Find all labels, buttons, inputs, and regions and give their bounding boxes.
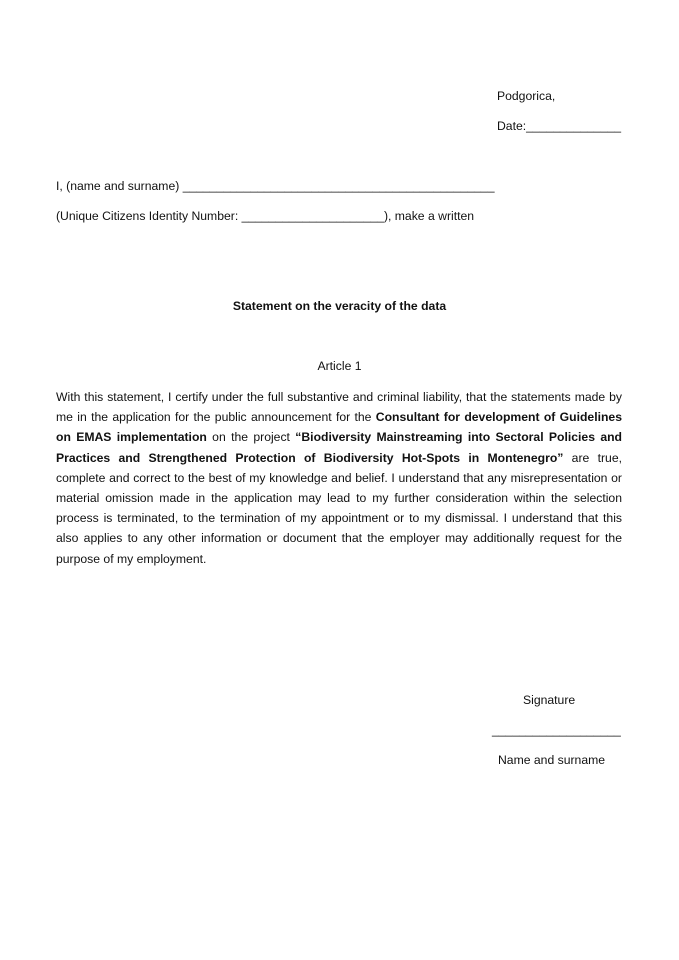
document-title: Statement on the veracity of the data — [232, 299, 447, 313]
id-prefix: (Unique Citizens Identity Number: — [56, 209, 239, 223]
body-segment-3: are true, complete and correct to the best of my knowledge and belief. I understand that any misrepresentation or material omission made in the application may lead to my further consideration within the selection process is terminated, to the termination of my appointment or to my dismissal. I understand that this also applies to any other information or document that the employer may additionally request for the purpose of my employment. — [56, 450, 622, 566]
position-title: Consultant for development of Guidelines on EMAS implementation — [56, 410, 622, 445]
article-body — [56, 387, 622, 569]
name-surname-label: Name and surname — [498, 753, 606, 767]
signature-label: Signature — [523, 693, 576, 707]
project-title: “Biodiversity Mainstreaming into Sectoral Policies and Practices and Strengthened Protection of Biodiversity Hot-Spots in Montenegro” — [56, 430, 622, 465]
id-suffix: ), make a written — [383, 209, 475, 223]
body-segment-1: With this statement, I certify under the full substantive and criminal liability, that the statements made by me in the application for the public announcement for the — [56, 390, 622, 425]
id-line — [56, 209, 474, 223]
date-label: Date: — [497, 119, 527, 133]
date-blank: ______________ — [526, 119, 622, 133]
signature-line: ___________________ — [492, 723, 621, 737]
name-line — [56, 179, 494, 193]
date-field — [497, 119, 621, 133]
id-blank: _____________________ — [241, 209, 384, 223]
article-heading: Article 1 — [317, 359, 362, 373]
name-blank: ______________________________________________ — [182, 179, 495, 193]
place-label: Podgorica, — [497, 89, 556, 103]
body-segment-2: on the project — [206, 430, 296, 445]
name-label: I, (name and surname) — [56, 179, 180, 193]
